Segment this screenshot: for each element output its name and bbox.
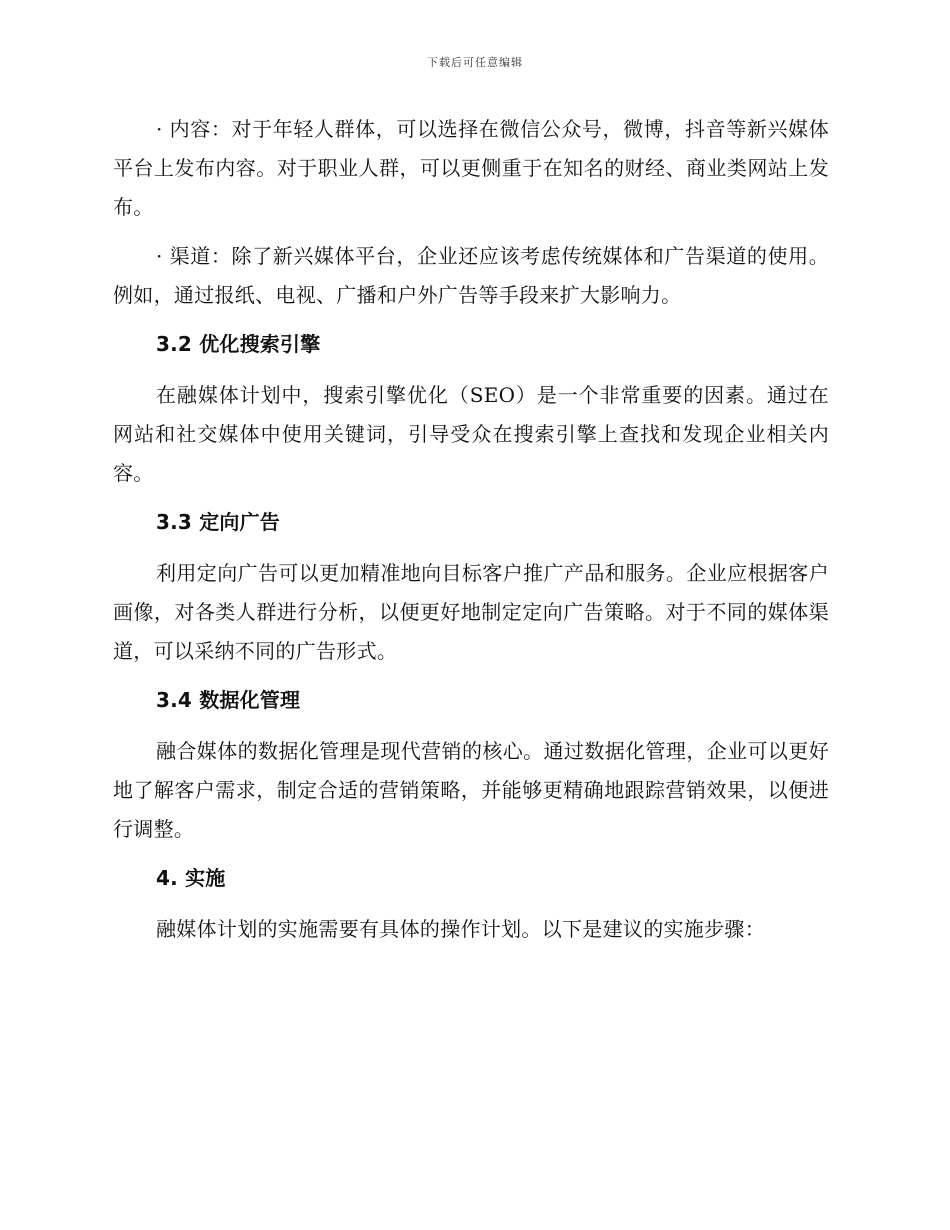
section-heading-3-2: 3.2 优化搜索引擎 (156, 332, 321, 356)
section-heading-3-4: 3.4 数据化管理 (156, 688, 301, 712)
document-body (113, 110, 829, 949)
paragraph-channels: · 渠道：除了新兴媒体平台，企业还应该考虑传统媒体和广告渠道的使用。例如，通过报纸、电视、广播和户外广告等手段来扩大影响力。 (113, 244, 829, 307)
paragraph-implementation: 融媒体计划的实施需要有具体的操作计划。以下是建议的实施步骤： (156, 917, 765, 941)
paragraph-seo: 在融媒体计划中，搜索引擎优化（SEO）是一个非常重要的因素。通过在网站和社交媒体中使用关键词，引导受众在搜索引擎上查找和发现企业相关内容。 (113, 383, 829, 485)
section-heading-3-3: 3.3 定向广告 (156, 510, 280, 534)
paragraph-targeted-ads: 利用定向广告可以更加精准地向目标客户推广产品和服务。企业应根据客户画像，对各类人群进行分析，以便更好地制定定向广告策略。对于不同的媒体渠道，可以采纳不同的广告形式。 (113, 561, 829, 663)
paragraph-content-channel: · 内容：对于年轻人群体，可以选择在微信公众号，微博，抖音等新兴媒体平台上发布内容。对于职业人群，可以更侧重于在知名的财经、商业类网站上发布。 (113, 117, 829, 219)
page-header-note: 下载后可任意编辑 (427, 56, 523, 69)
paragraph-data-management: 融合媒体的数据化管理是现代营销的核心。通过数据化管理，企业可以更好地了解客户需求，制定合适的营销策略，并能够更精确地跟踪营销效果，以便进行调整。 (113, 739, 829, 841)
section-heading-4: 4. 实施 (156, 866, 226, 890)
